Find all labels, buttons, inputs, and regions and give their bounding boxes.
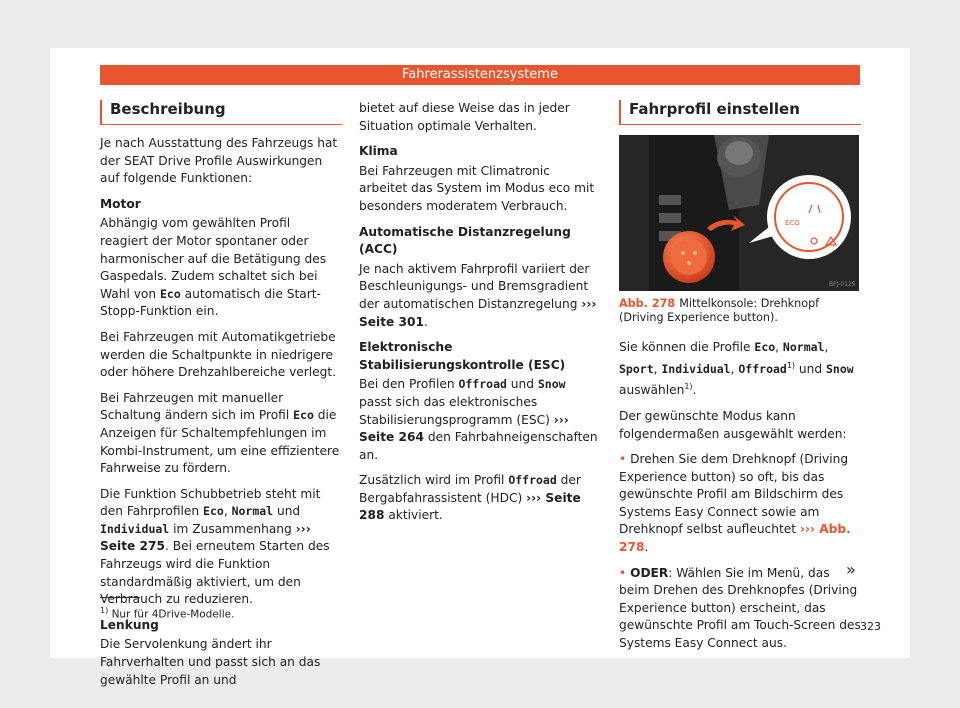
right-column: [619, 100, 861, 661]
figure-link-278[interactable]: ››› Abb. 278: [619, 522, 851, 555]
page-link-275[interactable]: ››› Seite 275: [100, 521, 311, 554]
section-title-fahrprofil: Fahrprofil einstellen: [619, 100, 861, 125]
lenkung-continued: bietet auf diese Weise das in jeder Situation optimale Verhalten.: [359, 101, 570, 133]
footnote: $^{1)}$ Nur für 4Drive-Modelle.: [100, 606, 235, 621]
bullet-item-2: • ODER: Wählen Sie im Menü, das beim Drehen des Drehknopfes (Driving Experience button) erscheint, das gewünschte Profil am Touch-Screen des Systems Easy Connect aus.: [619, 565, 861, 651]
klima-paragraph: Bei Fahrzeugen mit Climatronic arbeitet das System im Modus eco mit besonders moderatem Verbrauch.: [359, 163, 595, 213]
page-link-288[interactable]: ››› Seite 288: [359, 490, 581, 523]
console-illustration: [619, 135, 859, 291]
section-title-beschreibung: Beschreibung: [100, 100, 342, 125]
motor-paragraph-4: Die Funktion Schubbetrieb steht mit den Fahrprofilen Eco, Normal und Individual im Zusammenhang ››› Seite 275. Bei erneutem Starten des Fahrzeugs wird die Funktion standardmäßig aktiviert, um den Verbrauch zu reduzieren.: [100, 486, 330, 607]
intro-text: Je nach Ausstattung des Fahrzeugs hat der SEAT Drive Profile Auswirkungen auf folgende Funktionen:: [100, 136, 338, 186]
heading-klima: Klima: [359, 144, 398, 159]
page-link-301[interactable]: ››› Seite 301: [359, 296, 597, 329]
motor-paragraph-1: Abhängig vom gewählten Profil reagiert der Motor spontaner oder harmonischer auf die Betätigung des Gaspedals. Zudem schaltet sich bei Wahl von Eco automatisch die Start-Stopp-Funktion ein.: [100, 216, 327, 319]
lenkung-paragraph: Die Servolenkung ändert ihr Fahrverhalten und passt sich an das gewählte Profil an und: [100, 637, 321, 687]
continued-marker: »: [846, 560, 856, 579]
middle-column: [359, 100, 601, 533]
hdc-paragraph: Zusätzlich wird im Profil Offroad der Bergabfahrassistent (HDC) ››› Seite 288 aktiviert.: [359, 473, 581, 523]
figure-drive-profile-knob: [619, 135, 859, 291]
footnote-divider: [100, 597, 140, 598]
profiles-paragraph: Sie können die Profile Eco, Normal, Sport, Individual, Offroad$^{1)}$ und Snow auswählen$^{1)}$.: [619, 340, 854, 398]
page-link-264[interactable]: ››› Seite 264: [359, 412, 569, 445]
figure-caption: Abb. 278 Mittelkonsole: Drehknopf (Driving Experience button).: [619, 297, 820, 324]
heading-lenkung: Lenkung: [100, 617, 159, 632]
acc-paragraph: Je nach aktivem Fahrprofil variiert der Beschleunigungs- und Bremsgradient der automatischen Distanzregelung ››› Seite 301.: [359, 261, 597, 329]
heading-acc: Automatische Distanzregelung (ACC): [359, 224, 571, 257]
motor-paragraph-3: Bei Fahrzeugen mit manueller Schaltung ändern sich im Profil Eco die Anzeigen für Schaltempfehlungen im Kombi-Instrument, um eine effizientere Fahrweise zu fördern.: [100, 390, 340, 476]
figure-code: BFJ-0125: [829, 281, 856, 288]
page-number: 323: [860, 620, 881, 633]
mode-selection-intro: Der gewünschte Modus kann folgendermaßen ausgewählt werden:: [619, 408, 847, 441]
bullet-item-1: • Drehen Sie dem Drehknopf (Driving Experience button) so oft, bis das gewünschte Profil am Bildschirm des Systems Easy Connect sowie am Drehknopf selbst aufleuchtet ››› Abb. 278.: [619, 452, 851, 555]
heading-motor: Motor: [100, 196, 141, 211]
chapter-header: Fahrerassistenzsysteme: [100, 65, 860, 85]
heading-esc: Elektronische Stabilisierungskontrolle (ESC): [359, 340, 566, 372]
esc-paragraph: Bei den Profilen Offroad und Snow passt sich das elektronisches Stabilisierungsprogramm (ESC) ››› Seite 264 den Fahrbahneigenschaften an.: [359, 377, 598, 462]
motor-paragraph-2: Bei Fahrzeugen mit Automatikgetriebe werden die Schaltpunkte in niedrigere oder höhere Drehzahlbereiche verlegt.: [100, 329, 337, 380]
bubble-eco-label: ECO: [785, 219, 800, 227]
